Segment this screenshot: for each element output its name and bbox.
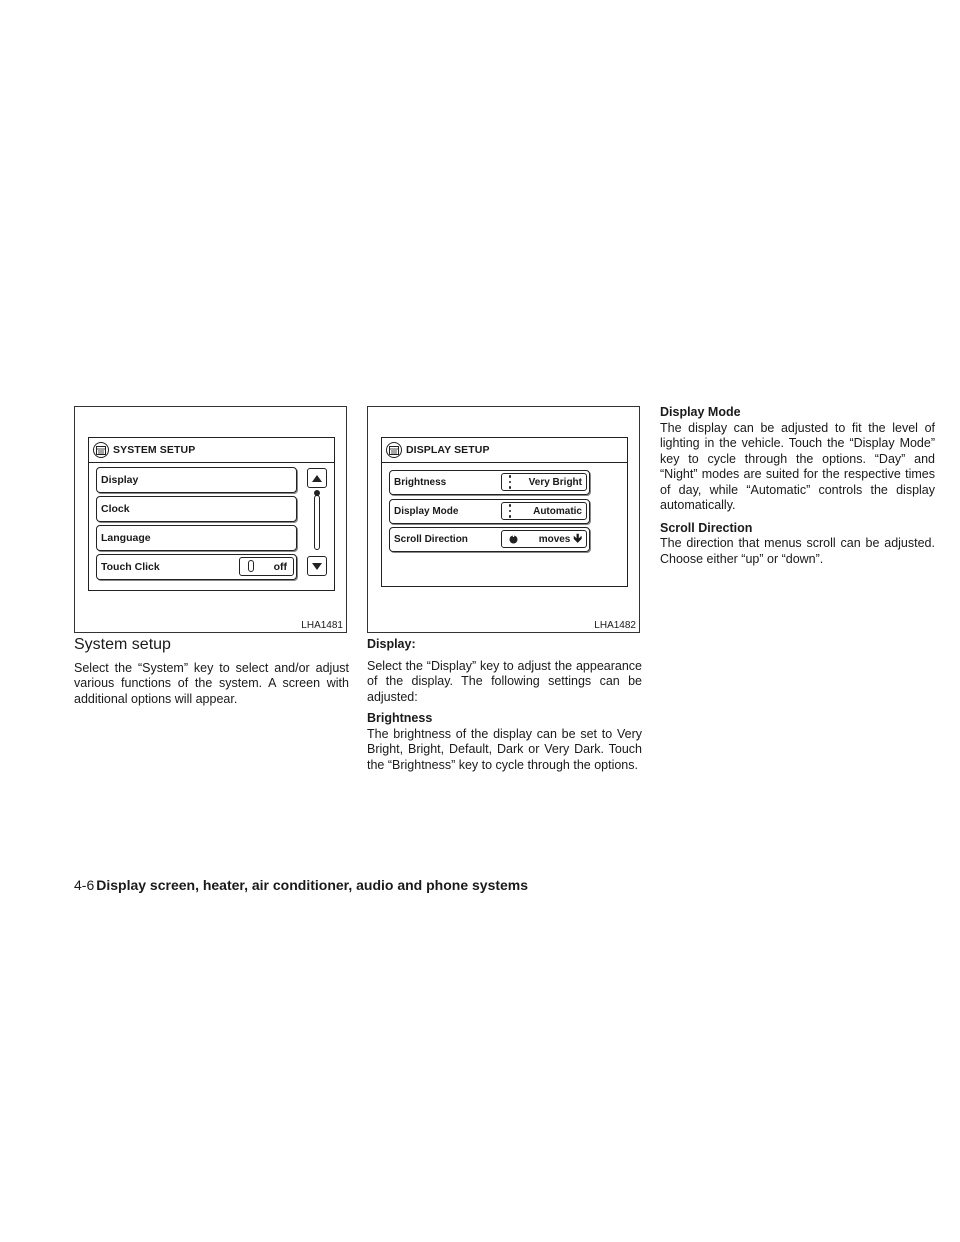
scroll-down-arrow-icon xyxy=(312,563,322,570)
page-footer xyxy=(74,877,528,893)
page-number: 4-6 xyxy=(74,877,95,893)
level-dots-icon xyxy=(508,474,512,490)
figure-code: LHA1481 xyxy=(301,620,343,631)
paragraph: The display can be adjusted to fit the level of lighting in the vehicle. Touch the “Display Mode” key to cycle through the options. “Day” and “Night” modes are suited for the respective times of day, while “Automatic” controls the display automatically. xyxy=(660,420,935,512)
chapter-title: Display screen, heater, air conditioner, audio and phone systems xyxy=(96,877,529,893)
column-system-setup xyxy=(74,637,349,707)
scroll-track[interactable] xyxy=(314,495,320,550)
touch-click-toggle[interactable]: off xyxy=(239,557,294,576)
level-dots-icon xyxy=(508,503,512,519)
setup-icon xyxy=(386,442,402,458)
screen-header xyxy=(89,438,334,463)
subheading-scroll-direction: Scroll Direction xyxy=(660,520,753,535)
subheading-display-mode: Display Mode xyxy=(660,405,741,419)
display-heading: Display: xyxy=(367,637,416,651)
screen-title: DISPLAY SETUP xyxy=(406,444,490,456)
arrow-down-icon: 🡻 xyxy=(573,530,582,545)
figure-display-setup xyxy=(367,406,640,633)
setup-icon xyxy=(93,442,109,458)
paragraph: The direction that menus scroll can be adjusted. Choose either “up” or “down”. xyxy=(660,536,935,566)
scroll-up-arrow-icon xyxy=(312,475,322,482)
display-setup-screen xyxy=(381,437,628,587)
scroll-up-button[interactable] xyxy=(307,468,327,488)
system-setup-screen xyxy=(88,437,335,591)
menu-item-language[interactable]: Language xyxy=(96,525,297,551)
column-display xyxy=(367,637,642,773)
figure-code: LHA1482 xyxy=(594,620,636,631)
setting-row-scroll-direction[interactable]: Scroll Direction moves 🡻 xyxy=(389,527,590,552)
scroll-direction-icon xyxy=(508,533,519,545)
setting-row-brightness[interactable]: Brightness Very Bright xyxy=(389,470,590,495)
subheading-brightness: Brightness xyxy=(367,711,433,725)
section-heading: System setup xyxy=(74,636,171,653)
toggle-indicator-icon xyxy=(248,560,254,572)
screen-title: SYSTEM SETUP xyxy=(113,444,196,456)
figure-system-setup xyxy=(74,406,347,633)
paragraph: Select the “System” key to select and/or adjust various functions of the system. A screen with additional options will appear. xyxy=(74,660,349,706)
scroll-down-button[interactable] xyxy=(307,556,327,576)
menu-item-display[interactable]: Display xyxy=(96,467,297,493)
brightness-value[interactable]: Very Bright xyxy=(501,473,587,491)
setting-row-display-mode[interactable]: Display Mode Automatic xyxy=(389,499,590,524)
display-mode-value[interactable]: Automatic xyxy=(501,502,587,520)
screen-header xyxy=(382,438,627,463)
paragraph: The brightness of the display can be set to Very Bright, Bright, Default, Dark or Very Dark. Touch the “Brightness” key to cycle through the options. xyxy=(367,726,642,772)
scroll-direction-value[interactable]: moves 🡻 xyxy=(501,530,587,548)
paragraph: Select the “Display” key to adjust the appearance of the display. The following settings can be adjusted: xyxy=(367,658,642,704)
menu-item-touch-click[interactable]: Touch Click off xyxy=(96,554,297,580)
menu-item-clock[interactable]: Clock xyxy=(96,496,297,522)
column-display-mode xyxy=(660,405,935,567)
